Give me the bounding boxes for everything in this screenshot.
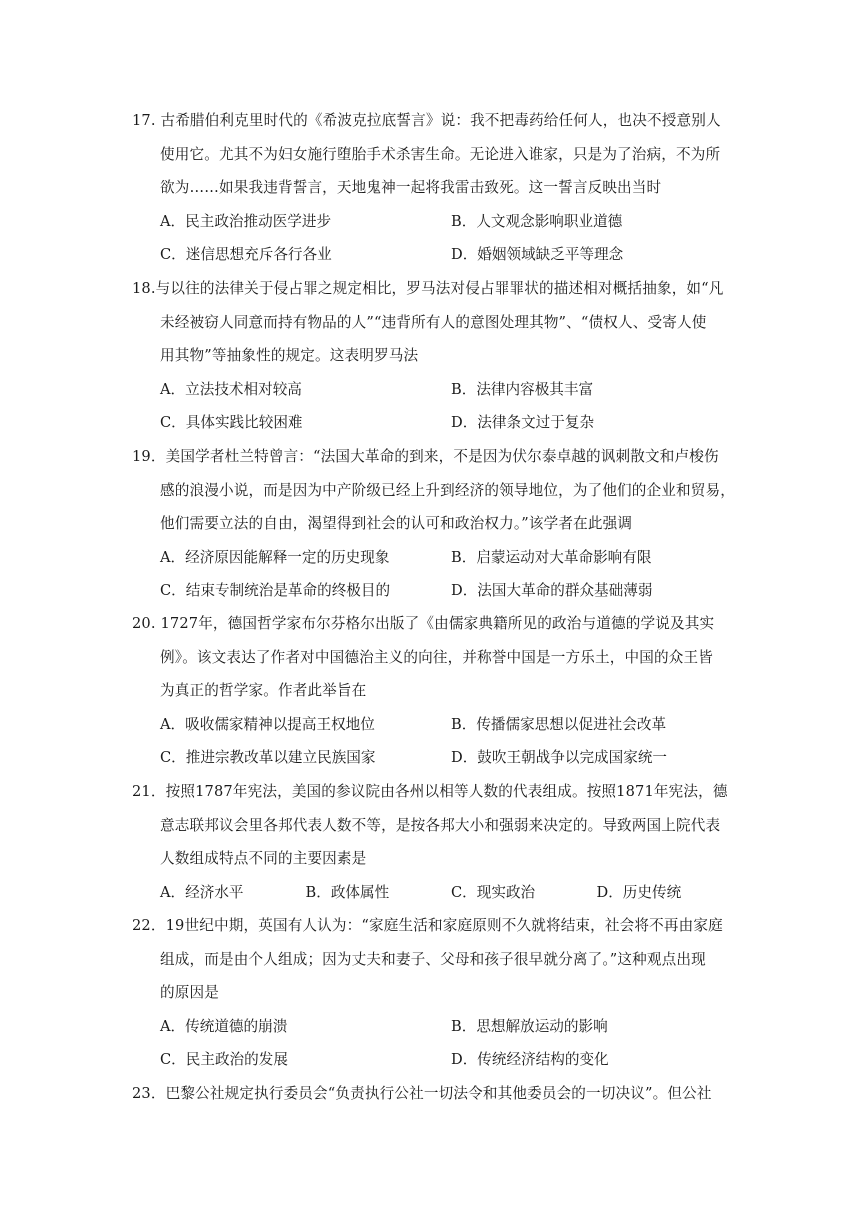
option-c: C．具体实践比较困难: [160, 414, 303, 431]
question-17: [132, 104, 742, 272]
question-text-line: 使用它。尤其不为妇女施行堕胎手术杀害生命。无论进入谁家，只是为了治病，不为所: [160, 145, 721, 163]
options-row: [132, 1010, 742, 1044]
question-text-line: 欲为……如果我违背誓言，天地鬼神一起将我雷击致死。这一誓言反映出当时: [160, 179, 662, 196]
question-text-line: 的原因是: [160, 984, 219, 1001]
question-text-line: 22．19世纪中期，英国有人认为：“家庭生活和家庭原则不久就将结束，社会将不再由家庭: [132, 917, 723, 934]
options-row: [132, 1043, 742, 1077]
options-row: [132, 574, 742, 608]
option-b: B．思想解放运动的影响: [451, 1017, 608, 1035]
option-b: B．政体属性: [305, 883, 390, 901]
question-18: [132, 272, 742, 440]
option-a: A．民主政治推动医学进步: [160, 212, 332, 230]
option-b: B．传播儒家思想以促进社会改革: [451, 715, 667, 733]
option-a: A．经济原因能解释一定的历史现象: [160, 548, 390, 566]
options-row: [132, 205, 742, 239]
question-text-line: 例》。该文表达了作者对中国德治主义的向往，并称誉中国是一方乐土，中国的众王皆: [160, 648, 713, 666]
options-row: [132, 708, 742, 742]
option-d: D．历史传统: [596, 883, 682, 901]
question-21: [132, 775, 742, 909]
question-text-line: 他们需要立法的自由，渴望得到社会的认可和政治权力。”该学者在此强调: [160, 515, 633, 532]
option-c: C．结束专制统治是革命的终极目的: [160, 582, 391, 599]
question-text-line: 17. 古希腊伯利克里时代的《希波克拉底誓言》说：我不把毒药给任何人，也决不授意别人: [132, 112, 721, 129]
option-c: C．迷信思想充斥各行各业: [160, 246, 332, 263]
option-b: B．法律内容极其丰富: [451, 380, 594, 398]
option-c: C．推进宗教改革以建立民族国家: [160, 749, 376, 766]
question-text-line: 20. 1727年，德国哲学家布尔芬格尔出版了《由儒家典籍所见的政治与道德的学说及其实: [132, 615, 715, 632]
option-c: C．现实政治: [451, 883, 536, 901]
question-text-line: 感的浪漫小说，而是因为中产阶级已经上升到经济的领导地位，为了他们的企业和贸易，: [160, 481, 736, 499]
question-text-line: 用其物”等抽象性的规定。这表明罗马法: [160, 347, 419, 364]
option-a: A．吸收儒家精神以提高王权地位: [160, 715, 375, 733]
option-d: D．婚姻领域缺乏平等理念: [451, 246, 624, 263]
question-20: [132, 607, 742, 775]
question-22: [132, 909, 742, 1077]
question-text-line: 21．按照1787年宪法，美国的参议院由各州以相等人数的代表组成。按照1871年宪法，德: [132, 783, 728, 800]
question-text-line: 23．巴黎公社规定执行委员会“负责执行公社一切法令和其他委员会的一切决议”。但公社: [132, 1085, 712, 1102]
option-a: A．经济水平: [160, 883, 244, 901]
question-19: [132, 440, 742, 608]
option-d: D．传统经济结构的变化: [451, 1051, 609, 1068]
options-row: [132, 238, 742, 272]
option-d: D．法律条文过于复杂: [451, 414, 595, 431]
question-text-line: 组成，而是由个人组成；因为丈夫和妻子、父母和孩子很早就分离了。”这种观点出现: [160, 950, 706, 968]
option-b: B．启蒙运动对大革命影响有限: [451, 548, 652, 566]
question-text-line: 未经被窃人同意而持有物品的人”“违背所有人的意图处理其物”、“债权人、受寄人使: [160, 313, 707, 331]
option-d: D．鼓吹王朝战争以完成国家统一: [451, 749, 668, 766]
question-text-line: 意志联邦议会里各邦代表人数不等，是按各邦大小和强弱来决定的。导致两国上院代表: [160, 816, 721, 834]
options-row: [132, 373, 742, 407]
options-row: [132, 541, 742, 575]
option-a: A．传统道德的崩溃: [160, 1017, 288, 1035]
options-row: [132, 406, 742, 440]
question-text-line: 18.与以往的法律关于侵占罪之规定相比，罗马法对侵占罪罪状的描述相对概括抽象，如“凡: [132, 280, 724, 297]
options-row: [132, 741, 742, 775]
question-text-line: 19．美国学者杜兰特曾言：“法国大革命的到来，不是因为伏尔泰卓越的讽刺散文和卢梭伤: [132, 448, 719, 465]
option-d: D．法国大革命的群众基础薄弱: [451, 582, 653, 599]
question-23: [132, 1077, 742, 1111]
option-c: C．民主政治的发展: [160, 1051, 288, 1068]
question-text-line: 人数组成特点不同的主要因素是: [160, 850, 367, 867]
options-row: [132, 876, 742, 910]
option-b: B．人文观念影响职业道德: [451, 212, 623, 230]
option-a: A．立法技术相对较高: [160, 380, 302, 398]
question-text-line: 为真正的哲学家。作者此举旨在: [160, 682, 367, 699]
